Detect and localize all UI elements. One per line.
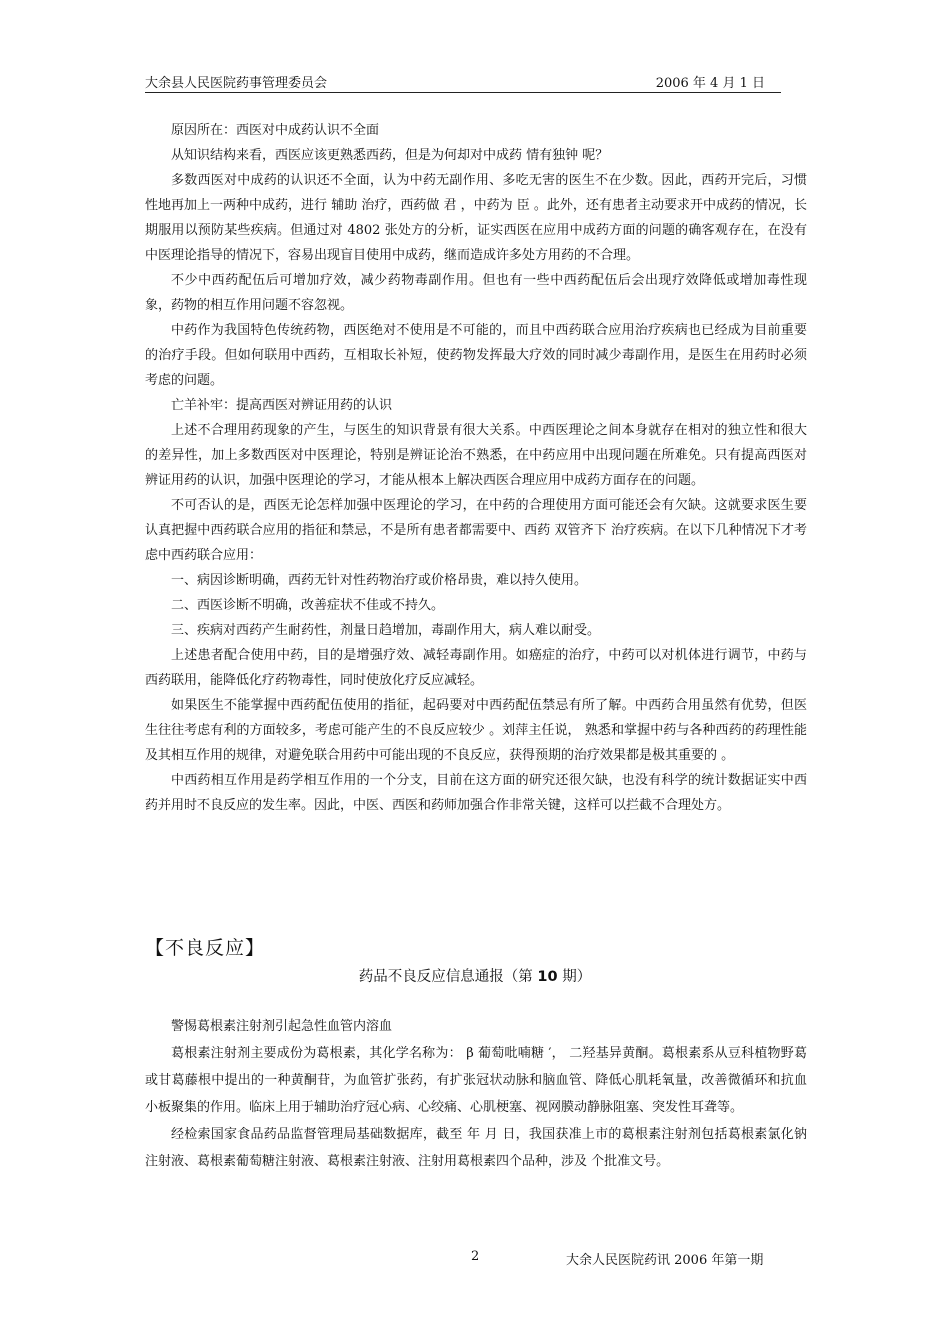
page-number: 2 bbox=[471, 1249, 480, 1264]
paragraph: 多数西医对中成药的认识还不全面，认为中药无副作用、多吃无害的医生不在少数。因此，西药开完后，习惯性地再加上一两种中成药，进行 辅助 治疗，西药做 君 ，中药为 臣 。此外，还有患者主动要求开中成药的情况，长期服用以预防某些疾病。但通过对 4802 张处方的分析，证实西医在应用中成药方面的问题的确客观存在，在没有中医理论指导的情况下，容易出现盲目使用中成药，继而造成许多处方用药的不合理。 bbox=[145, 173, 807, 263]
paragraph: 上述患者配合使用中药，目的是增强疗效、减轻毒副作用。如癌症的治疗，中药可以对机体进行调节，中药与西药联用，能降低化疗药物毒性，同时使放化疗反应减轻。 bbox=[145, 648, 807, 688]
paragraph: 葛根素注射剂主要成份为葛根素，其化学名称为： β 葡萄吡喃糖 ′， 二羟基异黄酮。葛根素系从豆科植物野葛或甘葛藤根中提出的一种黄酮苷，为血管扩张药，有扩张冠状动脉和脑血管、降低心肌耗氧量，改善微循环和抗血小板聚集的作用。临床上用于辅助治疗冠心病、心绞痛、心肌梗塞、视网膜动静脉阻塞、突发性耳聋等。 bbox=[145, 1046, 807, 1115]
paragraph: 经检索国家食品药品监督管理局基础数据库，截至 年 月 日，我国获准上市的葛根素注射剂包括葛根素氯化钠注射液、葛根素葡萄糖注射液、葛根素注射液、注射用葛根素四个品种，涉及 个批准文号。 bbox=[145, 1127, 807, 1169]
header-date: 2006 年 4 月 1 日 bbox=[655, 76, 765, 91]
article-body bbox=[145, 118, 807, 818]
list-item: 二、西医诊断不明确，改善症状不佳或不持久。 bbox=[171, 598, 445, 613]
page-header bbox=[145, 70, 781, 93]
paragraph: 不少中西药配伍后可增加疗效，减少药物毒副作用。但也有一些中西药配伍后会出现疗效降低或增加毒性现象，药物的相互作用问题不容忽视。 bbox=[145, 273, 807, 313]
paragraph: 从知识结构来看，西医应该更熟悉西药，但是为何却对中成药 情有独钟 呢？ bbox=[171, 148, 609, 163]
bulletin-suffix: 期） bbox=[557, 969, 592, 985]
bulletin-body bbox=[145, 1013, 807, 1175]
paragraph: 中药作为我国特色传统药物，西医绝对不使用是不可能的，而且中西药联合应用治疗疾病也已经成为目前重要的治疗手段。但如何联用中西药，互相取长补短，使药物发挥最大疗效的同时减少毒副作用，是医生在用药时必须考虑的问题。 bbox=[145, 323, 807, 388]
paragraph: 上述不合理用药现象的产生，与医生的知识背景有很大关系。中西医理论之间本身就存在相对的独立性和很大的差异性，加上多数西医对中医理论，特别是辨证论治不熟悉，在中药应用中出现问题在所难免。只有提高西医对辨证用药的认识，加强中医理论的学习，才能从根本上解决西医合理应用中成药方面存在的问题。 bbox=[145, 423, 807, 488]
bulletin-subtitle: 警惕葛根素注射剂引起急性血管内溶血 bbox=[171, 1019, 393, 1034]
section-heading: 【不良反应】 bbox=[145, 937, 266, 959]
bulletin-issue: 10 bbox=[537, 969, 558, 985]
paragraph: 如果医生不能掌握中西药配伍使用的指征，起码要对中西药配伍禁忌有所了解。中西药合用虽然有优势，但医生往往考虑有利的方面较多，考虑可能产生的不良反应较少 。刘萍主任说， 熟悉和掌握中药与各种西药的药理性能及其相互作用的规律，对避免联合用药中可能出现的不良反应，获得预期的治疗效果都是极其重要的 。 bbox=[145, 698, 807, 763]
header-org: 大余县人民医院药事管理委员会 bbox=[145, 76, 328, 91]
list-item: 一、病因诊断明确，西药无针对性药物治疗或价格昂贵，难以持久使用。 bbox=[171, 573, 588, 588]
subheading-cause: 原因所在：西医对中成药认识不全面 bbox=[171, 123, 380, 138]
list-item: 三、疾病对西药产生耐药性，剂量日趋增加，毒副作用大，病人难以耐受。 bbox=[171, 623, 601, 638]
paragraph: 中西药相互作用是药学相互作用的一个分支，目前在这方面的研究还很欠缺，也没有科学的统计数据证实中西药并用时不良反应的发生率。因此，中医、西医和药师加强合作非常关键，这样可以拦截不合理处方。 bbox=[145, 773, 807, 813]
bulletin-title bbox=[0, 965, 950, 986]
paragraph: 不可否认的是，西医无论怎样加强中医理论的学习，在中药的合理使用方面可能还会有欠缺。这就要求医生要认真把握中西药联合应用的指征和禁忌，不是所有患者都需要中、西药 双管齐下 治疗疾病。在以下几种情况下才考虑中西药联合应用： bbox=[145, 498, 807, 563]
subheading-remedy: 亡羊补牢：提高西医对辨证用药的认识 bbox=[171, 398, 393, 413]
bulletin-prefix: 药品不良反应信息通报（第 bbox=[358, 969, 538, 985]
publication-name: 大余人民医院药讯 2006 年第一期 bbox=[566, 1253, 764, 1268]
